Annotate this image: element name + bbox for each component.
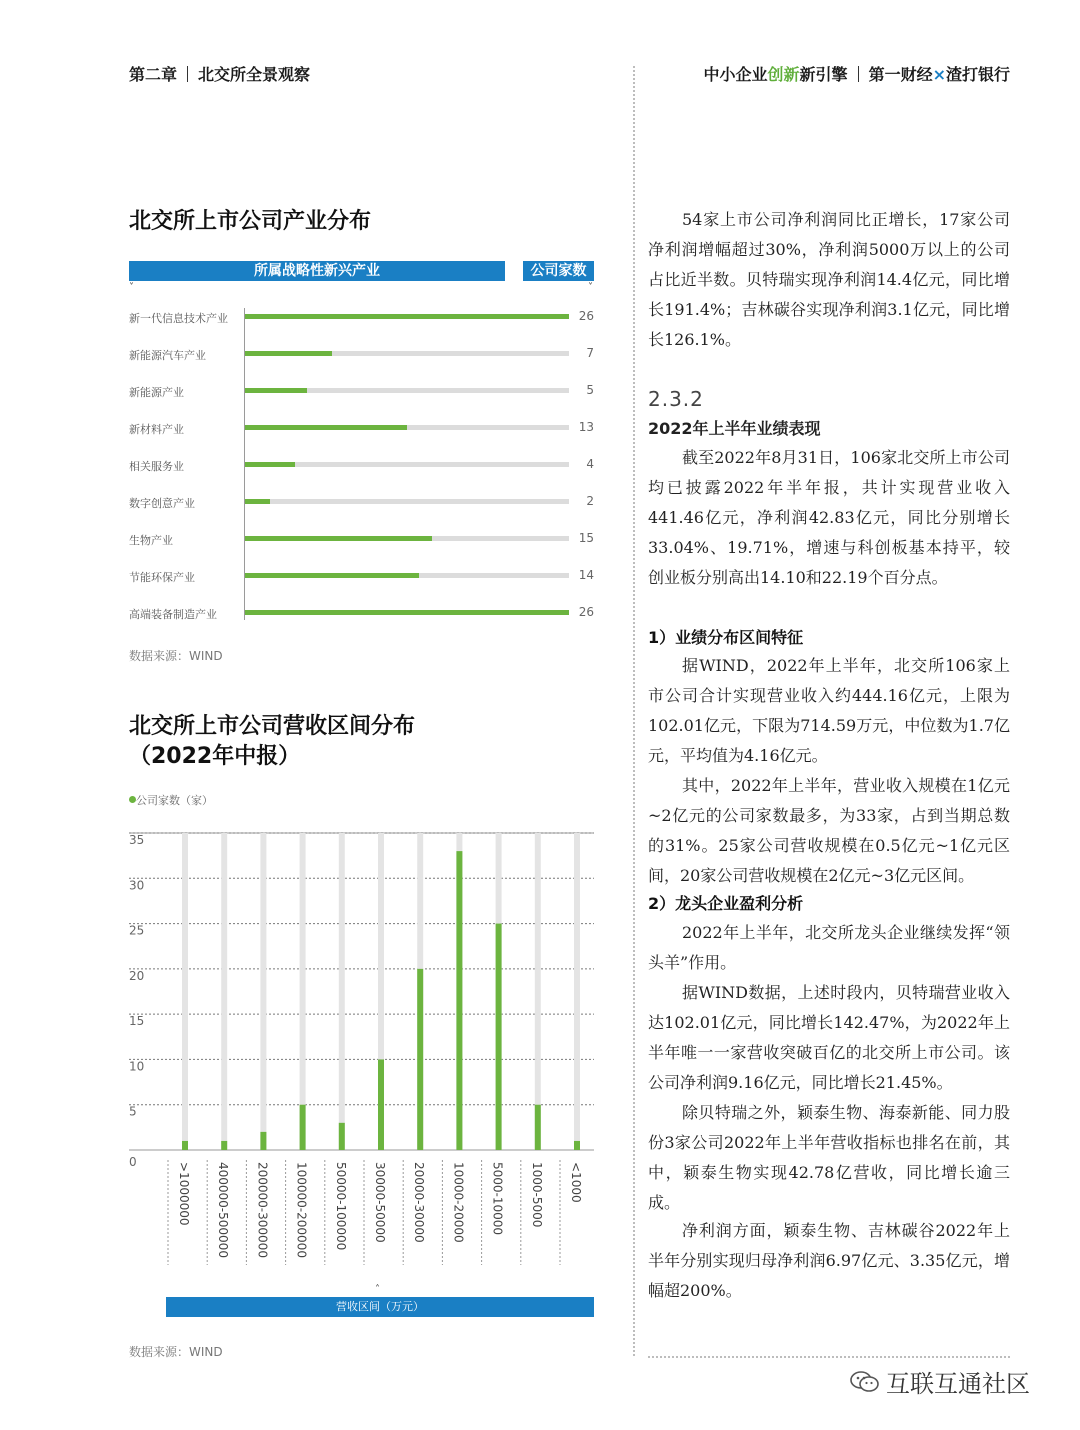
revenue-bar-track [221,833,227,1150]
paragraph-distribution: 据WIND，2022年上半年，北交所106家上市公司合计实现营业收入约444.16亿元，上限为102.01亿元，下限为714.59万元，中位数为1.7亿元，平均值为4.16亿元。 [648,656,1010,765]
y-tick-label: 35 [129,833,145,847]
legend-label: 公司家数（家） [136,794,213,807]
revenue-chart-source: 数据来源：WIND [129,1345,223,1359]
revenue-bar [378,1059,384,1150]
industry-label: 新能源产业 [129,386,184,399]
industry-label: 新材料产业 [129,423,184,436]
bottom-divider [648,1356,1010,1358]
y-tick-label: 15 [129,1014,145,1029]
industry-bar [245,573,419,578]
revenue-bar [339,1123,345,1150]
industry-row [129,567,594,587]
x-tick-label: 100000-200000 [294,1162,309,1258]
revenue-bar [221,1141,227,1150]
paragraph-revenue-range: 其中，2022年上半年，营业收入规模在1亿元~2亿元的公司家数最多，为33家，占到当期总数的31%。25家公司营收规模在0.5亿元~1亿元区间，20家公司营收规模在2亿元~3亿元区间。 [648,776,1010,885]
industry-bar-track [245,425,569,430]
x-tick-label: 5000-10000 [490,1162,505,1236]
industry-bar-track [245,573,569,578]
revenue-bar [574,1141,580,1150]
x-tick-label: 200000-300000 [255,1162,270,1258]
industry-bar [245,462,295,467]
x-tick-label: 20000-30000 [412,1162,427,1243]
paragraph-net-profit: 净利润方面，颖泰生物、吉林碳谷2022年上半年分别实现归母净利润6.97亿元、3.35亿元，增幅超200%。 [648,1221,1010,1300]
industry-label: 新能源汽车产业 [129,349,206,362]
count-column-header: 公司家数 [523,261,594,281]
x-tick-label: 30000-50000 [373,1162,387,1243]
revenue-bar [496,924,502,1150]
chevron-down-icon: ˅ [588,282,593,293]
revenue-bar [260,1132,266,1150]
industry-value: 4 [586,457,594,471]
industry-bar-track [245,462,569,467]
industry-label: 节能环保产业 [129,571,195,584]
brand-text-1: 中小企业 [703,65,768,84]
paragraph-btr: 据WIND数据，上述时段内，贝特瑞营业收入达102.01亿元，同比增长142.47%，为2022年上半年唯一一家营收突破百亿的北交所上市公司。该公司净利润9.16亿元，同比增长21.45%。 [648,983,1010,1092]
revenue-chart-legend [129,792,213,808]
industry-value: 7 [586,346,594,360]
industry-bar [245,388,307,393]
revenue-bar-track [260,833,266,1150]
chevron-down-icon: ˅ [129,282,134,293]
x-tick-label: 50000-100000 [333,1162,348,1251]
industry-row [129,530,594,550]
industry-bar [245,499,270,504]
brand-header [704,62,1010,85]
chapter-header [129,62,310,85]
partner-1: 第一财经 [868,65,933,84]
x-tick-label: 1000-5000 [529,1162,544,1228]
revenue-bar [456,851,462,1150]
chapter-title: 北交所全景观察 [198,65,311,84]
heading-leaders: 2）龙头企业盈利分析 [648,894,804,913]
industry-bar-track [245,388,569,393]
revenue-bar [535,1105,541,1150]
industry-row [129,419,594,439]
revenue-bar-track [574,833,580,1150]
x-tick-label: >1000000 [177,1162,191,1226]
industry-value: 5 [586,383,594,397]
industry-value: 26 [578,309,594,323]
paragraph-overview: 截至2022年8月31日，106家北交所上市公司均已披露2022年半年报，共计实现营业收入441.46亿元，净利润42.83亿元，同比分别增长33.04%、19.71%，增速与科创板基本持平，较创业板分别高出14.10和22.19个百分点。 [648,448,1010,587]
industry-row [129,604,594,624]
industry-row [129,345,594,365]
industry-label: 新一代信息技术产业 [129,312,228,325]
header-divider [858,66,859,82]
industry-bar [245,351,332,356]
y-tick-label: 25 [129,923,145,938]
industry-chart-source: 数据来源：WIND [129,649,223,663]
section-number: 2.3.2 [648,387,704,411]
industry-label: 生物产业 [129,534,173,547]
industry-bar-track [245,314,569,319]
chevron-up-icon: ˄ [375,1284,380,1295]
paragraph-others: 除贝特瑞之外，颖泰生物、海泰新能、同力股份3家公司2022年上半年营收指标也排名在前，其中，颖泰生物实现42.78亿营收，同比增长逾三成。 [648,1103,1010,1212]
partner-2: 渣打银行 [945,65,1010,84]
revenue-chart [120,825,600,1275]
x-tick-label: 400000-500000 [216,1162,231,1258]
header-divider [187,66,188,82]
revenue-bar-track [182,833,188,1150]
revenue-bar [182,1141,188,1150]
industry-value: 2 [586,494,594,508]
x-tick-label: 10000-20000 [451,1162,466,1243]
brand-text-3: 新引擎 [799,65,848,84]
industry-chart-title: 北交所上市公司产业分布 [129,209,372,234]
partner-x: × [932,65,946,84]
industry-label: 高端装备制造产业 [129,608,217,621]
industry-row [129,456,594,476]
heading-distribution: 1）业绩分布区间特征 [648,628,804,647]
watermark-text: 互联互通社区 [886,1370,1030,1398]
industry-value: 13 [578,420,594,434]
revenue-x-axis-title: 营收区间（万元） [166,1297,594,1317]
paragraph-profit: 54家上市公司净利润同比正增长，17家公司净利润增幅超过30%，净利润5000万以上的公司占比近半数。贝特瑞实现净利润14.4亿元，同比增长191.4%；吉林碳谷实现净利润3.1亿元，同比增长126.1%。 [648,210,1010,349]
revenue-bar-track [535,833,541,1150]
industry-column-header: 所属战略性新兴产业 [129,261,505,281]
industry-row [129,308,594,328]
industry-bar-track [245,536,569,541]
industry-bar [245,536,432,541]
revenue-bar-track [300,833,306,1150]
industry-value: 15 [578,531,594,545]
industry-label: 相关服务业 [129,460,184,473]
legend-dot-icon [129,796,136,803]
revenue-chart-title-line2: （2022年中报） [129,744,301,769]
revenue-chart-title-line1: 北交所上市公司营收区间分布 [129,714,416,739]
column-divider [633,66,635,1356]
revenue-bar [417,969,423,1150]
x-tick-label: <1000 [569,1162,583,1203]
brand-text-2: 创新 [767,65,800,84]
industry-bar-track [245,610,569,615]
industry-value: 14 [578,568,594,582]
industry-row [129,382,594,402]
chapter-number: 第二章 [129,65,178,84]
industry-label: 数字创意产业 [129,497,195,510]
industry-bar-track [245,351,569,356]
industry-bar [245,425,407,430]
y-tick-label: 30 [129,878,145,893]
revenue-bar [300,1105,306,1150]
section-title: 2022年上半年业绩表现 [648,419,821,438]
industry-bar [245,610,569,615]
industry-bar-track [245,499,569,504]
y-tick-label: 10 [129,1059,145,1074]
y-tick-label: 20 [129,968,145,983]
y-tick-label: 0 [129,1155,137,1169]
industry-row [129,493,594,513]
paragraph-leaders: 2022年上半年，北交所龙头企业继续发挥“领头羊”作用。 [648,923,1010,972]
industry-value: 26 [578,605,594,619]
watermark [850,1364,1030,1399]
revenue-bar-track [339,833,345,1150]
industry-bar [245,314,569,319]
wechat-icon [850,1370,880,1394]
y-tick-label: 5 [129,1104,137,1119]
